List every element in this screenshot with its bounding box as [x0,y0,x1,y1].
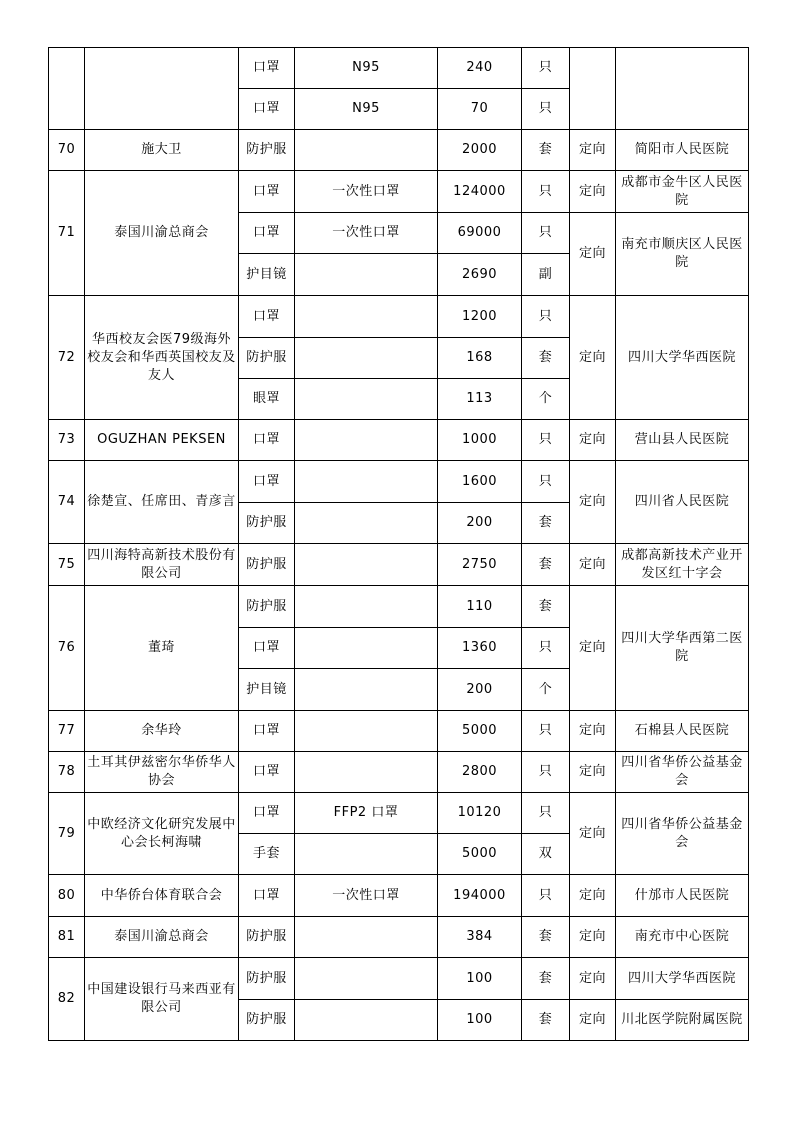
table-row [49,875,749,917]
table-row [49,917,749,958]
item-unit: 只 [522,296,570,338]
item-name: 手套 [239,834,295,875]
item-spec [295,420,438,461]
donor-name: 中华侨台体育联合会 [85,875,239,917]
row-number: 73 [49,420,85,461]
item-unit: 套 [522,586,570,628]
donor-name: 中国建设银行马来西亚有限公司 [85,958,239,1041]
item-quantity: 240 [438,48,522,89]
donor-name: 泰国川渝总商会 [85,171,239,296]
item-unit: 个 [522,379,570,420]
item-spec [295,296,438,338]
donor-name: 华西校友会医79级海外校友会和华西英国校友及友人 [85,296,239,420]
table-row [49,586,749,628]
table-row [49,130,749,171]
recipient: 石棉县人民医院 [616,711,749,752]
item-quantity: 124000 [438,171,522,213]
donation-method: 定向 [570,130,616,171]
item-spec: N95 [295,89,438,130]
row-number: 71 [49,171,85,296]
item-unit: 只 [522,420,570,461]
item-spec [295,752,438,793]
item-name: 口罩 [239,752,295,793]
item-quantity: 100 [438,1000,522,1041]
donor-name: 土耳其伊兹密尔华侨华人协会 [85,752,239,793]
recipient: 南充市顺庆区人民医院 [616,213,749,296]
item-unit: 只 [522,213,570,254]
donor-name: OGUZHAN PEKSEN [85,420,239,461]
item-name: 口罩 [239,628,295,669]
donor-name [85,48,239,130]
row-number: 70 [49,130,85,171]
item-quantity: 1200 [438,296,522,338]
donation-method: 定向 [570,793,616,875]
table-row [49,752,749,793]
donor-name: 余华玲 [85,711,239,752]
item-spec [295,834,438,875]
item-quantity: 2750 [438,544,522,586]
recipient: 营山县人民医院 [616,420,749,461]
donor-name: 泰国川渝总商会 [85,917,239,958]
item-unit: 只 [522,461,570,503]
item-spec [295,917,438,958]
recipient: 四川大学华西第二医院 [616,586,749,711]
item-quantity: 194000 [438,875,522,917]
donor-name: 四川海特高新技术股份有限公司 [85,544,239,586]
item-quantity: 2000 [438,130,522,171]
item-name: 口罩 [239,875,295,917]
donation-method: 定向 [570,917,616,958]
item-spec [295,254,438,296]
item-unit: 个 [522,669,570,711]
item-spec [295,711,438,752]
item-unit: 只 [522,875,570,917]
row-number: 77 [49,711,85,752]
item-unit: 只 [522,752,570,793]
item-name: 口罩 [239,213,295,254]
item-unit: 双 [522,834,570,875]
item-name: 口罩 [239,461,295,503]
table-row [49,296,749,338]
item-name: 防护服 [239,917,295,958]
item-name: 口罩 [239,296,295,338]
recipient: 南充市中心医院 [616,917,749,958]
item-quantity: 200 [438,669,522,711]
item-name: 眼罩 [239,379,295,420]
donation-table [48,47,749,1041]
item-quantity: 110 [438,586,522,628]
item-name: 防护服 [239,958,295,1000]
donation-method: 定向 [570,296,616,420]
item-spec: 一次性口罩 [295,875,438,917]
item-name: 防护服 [239,586,295,628]
item-unit: 套 [522,130,570,171]
table-row [49,711,749,752]
item-name: 防护服 [239,338,295,379]
table-row [49,958,749,1000]
item-name: 口罩 [239,171,295,213]
item-quantity: 5000 [438,834,522,875]
row-number: 82 [49,958,85,1041]
item-name: 口罩 [239,89,295,130]
item-unit: 副 [522,254,570,296]
donation-method: 定向 [570,461,616,544]
row-number: 79 [49,793,85,875]
donation-method: 定向 [570,958,616,1000]
donation-method: 定向 [570,586,616,711]
item-spec: 一次性口罩 [295,213,438,254]
row-number: 80 [49,875,85,917]
recipient: 四川省华侨公益基金会 [616,793,749,875]
recipient [616,48,749,130]
item-quantity: 113 [438,379,522,420]
item-quantity: 384 [438,917,522,958]
item-name: 防护服 [239,130,295,171]
donor-name: 董琦 [85,586,239,711]
item-quantity: 1360 [438,628,522,669]
row-number: 72 [49,296,85,420]
donation-method: 定向 [570,213,616,296]
item-spec: 一次性口罩 [295,171,438,213]
item-spec [295,628,438,669]
donation-method: 定向 [570,544,616,586]
recipient: 什邡市人民医院 [616,875,749,917]
item-name: 口罩 [239,48,295,89]
item-quantity: 200 [438,503,522,544]
item-name: 口罩 [239,420,295,461]
row-number: 76 [49,586,85,711]
item-spec [295,958,438,1000]
item-name: 防护服 [239,544,295,586]
item-spec [295,461,438,503]
item-unit: 套 [522,544,570,586]
item-unit: 只 [522,793,570,834]
item-unit: 只 [522,48,570,89]
recipient: 成都高新技术产业开发区红十字会 [616,544,749,586]
item-quantity: 69000 [438,213,522,254]
item-spec [295,544,438,586]
table-row [49,793,749,834]
donation-method [570,48,616,130]
item-spec [295,379,438,420]
donor-name: 中欧经济文化研究发展中心会长柯海啸 [85,793,239,875]
item-quantity: 168 [438,338,522,379]
item-quantity: 5000 [438,711,522,752]
donation-method: 定向 [570,1000,616,1041]
item-unit: 套 [522,1000,570,1041]
recipient: 川北医学院附属医院 [616,1000,749,1041]
item-unit: 只 [522,89,570,130]
item-name: 口罩 [239,793,295,834]
recipient: 简阳市人民医院 [616,130,749,171]
recipient: 四川省人民医院 [616,461,749,544]
donation-method: 定向 [570,420,616,461]
row-number [49,48,85,130]
item-quantity: 1600 [438,461,522,503]
item-quantity: 2800 [438,752,522,793]
recipient: 成都市金牛区人民医院 [616,171,749,213]
row-number: 78 [49,752,85,793]
item-spec [295,669,438,711]
item-name: 护目镜 [239,254,295,296]
row-number: 75 [49,544,85,586]
item-name: 口罩 [239,711,295,752]
item-name: 防护服 [239,503,295,544]
item-quantity: 70 [438,89,522,130]
donor-name: 施大卫 [85,130,239,171]
item-unit: 套 [522,503,570,544]
item-unit: 只 [522,711,570,752]
item-name: 防护服 [239,1000,295,1041]
row-number: 74 [49,461,85,544]
table-body [49,48,749,1041]
donation-method: 定向 [570,752,616,793]
item-quantity: 2690 [438,254,522,296]
item-spec [295,130,438,171]
table-row [49,420,749,461]
item-unit: 只 [522,628,570,669]
recipient: 四川省华侨公益基金会 [616,752,749,793]
item-spec [295,338,438,379]
table-row [49,171,749,213]
donation-method: 定向 [570,875,616,917]
recipient: 四川大学华西医院 [616,296,749,420]
donation-method: 定向 [570,711,616,752]
item-spec [295,503,438,544]
item-quantity: 10120 [438,793,522,834]
item-spec: FFP2 口罩 [295,793,438,834]
item-unit: 只 [522,171,570,213]
item-spec: N95 [295,48,438,89]
row-number: 81 [49,917,85,958]
item-name: 护目镜 [239,669,295,711]
table-row [49,461,749,503]
donation-method: 定向 [570,171,616,213]
table-row [49,48,749,89]
table-row [49,544,749,586]
item-quantity: 1000 [438,420,522,461]
item-spec [295,1000,438,1041]
item-unit: 套 [522,958,570,1000]
item-unit: 套 [522,338,570,379]
recipient: 四川大学华西医院 [616,958,749,1000]
item-unit: 套 [522,917,570,958]
donor-name: 徐楚宣、任席田、青彦言 [85,461,239,544]
item-quantity: 100 [438,958,522,1000]
item-spec [295,586,438,628]
